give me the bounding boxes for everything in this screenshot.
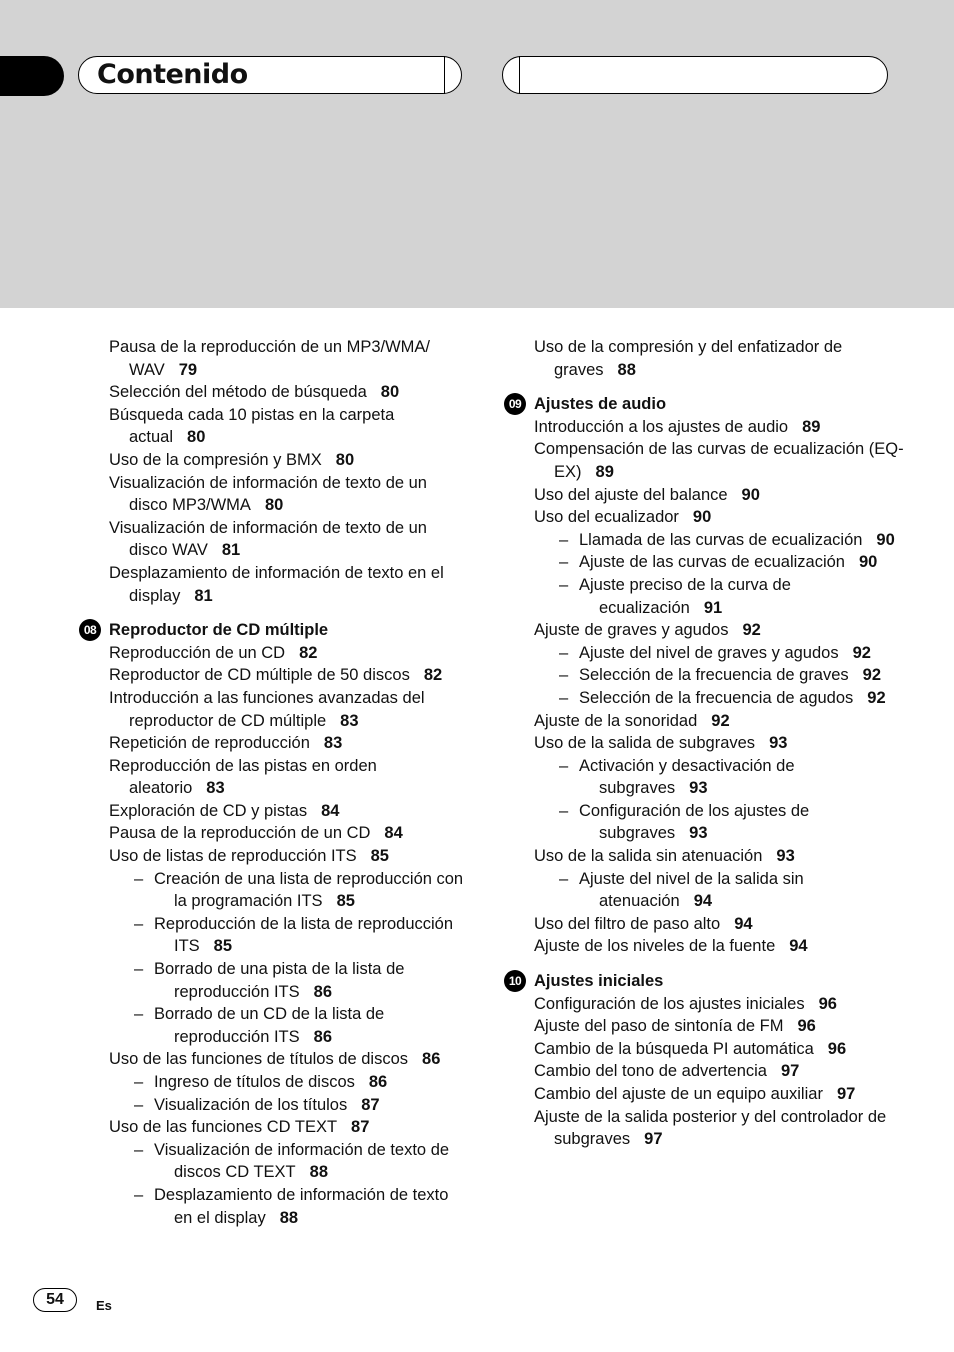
entry-text: Configuración de los ajustes de subgraves	[579, 801, 810, 843]
section-08-heading[interactable]	[83, 619, 469, 642]
entry-page-number: 94	[693, 892, 713, 911]
titles-entry	[109, 1048, 469, 1071]
entry-text: Uso de la compresión y BMX	[109, 450, 322, 469]
entry-page-number: 88	[309, 1163, 328, 1182]
entry-page-number: 88	[617, 360, 636, 379]
entry-text: Visualización de información de texto de un disco MP3/WMA	[109, 473, 427, 515]
dash-marker: –	[134, 960, 144, 979]
entry-page-number: 91	[703, 598, 723, 617]
toc-entry[interactable]	[534, 1015, 904, 1038]
entry-text: Repetición de reproducción	[109, 734, 310, 753]
entry-text: Cambio del ajuste de un equipo auxiliar	[534, 1085, 823, 1103]
entry-page-number: 84	[321, 801, 340, 820]
entry-text: Desplazamiento de información de texto en el display	[109, 563, 444, 605]
toc-entry[interactable]	[109, 845, 469, 868]
entry-page-number: 92	[862, 666, 882, 685]
its-subentries	[109, 868, 469, 1049]
dash-marker: –	[559, 553, 569, 572]
bass-entry	[534, 619, 904, 642]
entry-page-number: 97	[836, 1085, 856, 1103]
toc-subentry[interactable]	[534, 687, 904, 710]
page-number: 54	[33, 1288, 77, 1312]
entry-page-number: 86	[368, 1073, 388, 1091]
right-header-box	[502, 56, 888, 94]
entry-text: Cambio del tono de advertencia	[534, 1062, 767, 1081]
entry-text: Uso del filtro de paso alto	[534, 914, 721, 933]
entry-text: Uso de las funciones CD TEXT	[109, 1118, 338, 1137]
toc-entry[interactable]	[534, 484, 904, 507]
nonfade-entry	[534, 845, 904, 868]
left-entries-a	[109, 336, 469, 607]
entry-page-number: 96	[827, 1039, 847, 1058]
entry-page-number: 90	[876, 530, 895, 549]
entry-text: Ajuste de la salida posterior y del controlador de subgraves	[534, 1107, 887, 1149]
title-box-divider	[444, 56, 445, 94]
entry-text: Cambio de la búsqueda PI automática	[534, 1039, 814, 1058]
entry-text: Ajuste de las curvas de ecualización	[579, 553, 845, 572]
entry-text: Introducción a las funciones avanzadas del reproductor de CD múltiple	[109, 688, 425, 730]
section-09-entries-c	[534, 913, 904, 958]
titles-subentries	[109, 1071, 469, 1116]
toc-subentry[interactable]	[534, 755, 904, 800]
entry-text: Compensación de las curvas de ecualización (EQ-EX)	[534, 440, 904, 481]
entry-text: Uso de la salida de subgraves	[534, 734, 756, 753]
entry-text: Ajuste de graves y agudos	[534, 621, 729, 640]
cdtext-entry	[109, 1116, 469, 1139]
dash-marker: –	[559, 666, 569, 685]
page-title: Contenido	[97, 59, 248, 90]
entry-page-number: 88	[279, 1208, 299, 1227]
toc-entry[interactable]	[534, 336, 904, 381]
entry-text: Selección del método de búsqueda	[109, 383, 367, 402]
eq-subentries	[534, 529, 904, 619]
section-number-badge: 10	[504, 970, 526, 992]
entry-text: Ingreso de títulos de discos	[154, 1073, 355, 1091]
entry-page-number: 96	[818, 994, 837, 1013]
entry-text: Pausa de la reproducción de un CD	[109, 824, 371, 843]
entry-text: Visualización de información de texto de discos CD TEXT	[154, 1140, 450, 1182]
entry-text: Búsqueda cada 10 pistas en la carpeta actual	[109, 405, 395, 447]
language-code: Es	[96, 1298, 112, 1313]
toc-entry[interactable]	[534, 1083, 904, 1106]
entry-page-number: 82	[299, 643, 318, 662]
entry-page-number: 93	[689, 824, 708, 843]
entry-page-number: 92	[867, 688, 886, 707]
toc-entry[interactable]	[534, 416, 904, 439]
right-box-divider	[519, 56, 520, 94]
entry-page-number: 86	[313, 1027, 333, 1046]
nonfade-subentries	[534, 868, 904, 913]
entry-text: Reproducción de las pistas en orden aleatorio	[109, 756, 377, 798]
entry-page-number: 80	[380, 383, 400, 402]
entry-page-number: 80	[335, 450, 355, 469]
title-box	[78, 56, 462, 94]
toc-entry[interactable]	[109, 336, 469, 381]
dash-marker: –	[559, 575, 569, 594]
section-10-entries	[534, 993, 904, 1151]
entry-text: Reproductor de CD múltiple de 50 discos	[109, 666, 410, 685]
entry-text: Uso del ecualizador	[534, 508, 679, 527]
entry-page-number: 85	[213, 937, 233, 956]
toc-entry[interactable]	[534, 1060, 904, 1083]
entry-text: Visualización de información de texto de un disco WAV	[109, 518, 427, 560]
dash-marker: –	[134, 1140, 144, 1159]
entry-page-number: 89	[595, 462, 614, 481]
entry-text: Reproducción de la lista de reproducción ITS	[154, 914, 454, 956]
dash-marker: –	[134, 1095, 144, 1114]
entry-page-number: 93	[776, 847, 795, 866]
entry-page-number: 81	[194, 586, 213, 605]
dash-marker: –	[559, 869, 569, 888]
entry-text: Pausa de la reproducción de un MP3/WMA/ WAV	[109, 338, 431, 379]
entry-page-number: 97	[644, 1130, 663, 1149]
entry-text: Selección de la frecuencia de graves	[579, 666, 849, 685]
section-title: Reproductor de CD múltiple	[109, 621, 329, 640]
toc-entry[interactable]	[109, 472, 469, 517]
section-08-entries	[109, 642, 469, 868]
dash-marker: –	[559, 688, 569, 707]
toc-entry[interactable]	[534, 506, 904, 529]
toc-subentry[interactable]	[109, 1003, 469, 1048]
toc-entry[interactable]	[534, 993, 904, 1016]
entry-text: Ajuste del nivel de la salida sin atenuación	[579, 869, 804, 911]
dash-marker: –	[559, 643, 569, 662]
entry-page-number: 96	[797, 1017, 816, 1036]
left-column	[83, 336, 469, 1229]
entry-page-number: 93	[769, 734, 788, 753]
dash-marker: –	[559, 756, 569, 775]
entry-text: Uso de listas de reproducción ITS	[109, 847, 357, 866]
entry-text: Ajuste del paso de sintonía de FM	[534, 1017, 784, 1036]
toc-subentry[interactable]	[109, 1094, 469, 1117]
toc-subentry[interactable]	[109, 958, 469, 1003]
toc-entry[interactable]	[109, 642, 469, 665]
entry-page-number: 85	[336, 892, 355, 911]
entry-text: Creación de una lista de reproducción con la programación ITS	[154, 869, 464, 911]
entry-page-number: 83	[206, 779, 225, 798]
toc-entry[interactable]	[109, 822, 469, 845]
entry-page-number: 86	[422, 1050, 441, 1069]
section-09-entries-a	[534, 416, 904, 529]
toc-entry[interactable]	[109, 732, 469, 755]
header-band	[0, 0, 954, 308]
entry-page-number: 82	[423, 666, 443, 685]
toc-subentry[interactable]	[534, 642, 904, 665]
toc-entry[interactable]	[109, 755, 469, 800]
toc-entry[interactable]	[534, 1038, 904, 1061]
toc-entry[interactable]	[109, 381, 469, 404]
dash-marker: –	[134, 1005, 144, 1024]
section-09-heading[interactable]	[508, 393, 904, 416]
entry-text: Uso de las funciones de títulos de discos	[109, 1050, 409, 1069]
toc-subentry[interactable]	[534, 800, 904, 845]
entry-text: Reproducción de un CD	[109, 643, 286, 662]
subwoofer-subentries	[534, 755, 904, 845]
toc-subentry[interactable]	[109, 1071, 469, 1094]
entry-page-number: 80	[264, 496, 284, 515]
entry-page-number: 80	[187, 428, 206, 447]
entry-text: Ajuste del nivel de graves y agudos	[579, 643, 839, 662]
toc-entry[interactable]	[109, 1116, 469, 1139]
entry-text: Uso de la compresión y del enfatizador de graves	[534, 338, 843, 379]
entry-text: Desplazamiento de información de texto en el display	[154, 1185, 449, 1227]
entry-page-number: 90	[692, 508, 712, 527]
bass-subentries	[534, 642, 904, 710]
section-title: Ajustes de audio	[534, 395, 667, 414]
right-column	[508, 336, 904, 1151]
toc-entry[interactable]	[109, 562, 469, 607]
section-number-badge: 09	[504, 393, 526, 415]
entry-page-number: 94	[734, 914, 753, 933]
entry-page-number: 90	[741, 485, 760, 504]
entry-page-number: 81	[221, 541, 241, 560]
entry-page-number: 92	[742, 621, 761, 640]
toc-entry[interactable]	[534, 438, 904, 483]
entry-text: Exploración de CD y pistas	[109, 801, 308, 820]
toc-subentry[interactable]	[534, 551, 904, 574]
toc-subentry[interactable]	[109, 1184, 469, 1229]
toc-subentry[interactable]	[534, 529, 904, 552]
entry-text: Ajuste preciso de la curva de ecualización	[579, 575, 791, 617]
entry-text: Borrado de una pista de la lista de reproducción ITS	[154, 960, 405, 1001]
dash-marker: –	[134, 914, 144, 933]
toc-entry[interactable]	[534, 913, 904, 936]
entry-page-number: 84	[384, 824, 403, 843]
toc-entry[interactable]	[534, 732, 904, 755]
dash-marker: –	[134, 1073, 144, 1091]
entry-text: Visualización de los títulos	[154, 1095, 348, 1114]
entry-page-number: 92	[711, 711, 730, 730]
section-tab-marker	[0, 56, 64, 96]
dash-marker: –	[134, 869, 144, 888]
toc-entry[interactable]	[109, 449, 469, 472]
entry-text: Configuración de los ajustes iniciales	[534, 994, 805, 1013]
entry-text: Llamada de las curvas de ecualización	[579, 530, 863, 549]
entry-page-number: 79	[178, 360, 198, 379]
toc-subentry[interactable]	[109, 868, 469, 913]
section-number-badge: 08	[79, 619, 101, 641]
toc-entry[interactable]	[109, 1048, 469, 1071]
entry-text: Uso de la salida sin atenuación	[534, 847, 763, 866]
entry-page-number: 97	[780, 1062, 800, 1081]
section-09-entries-b	[534, 710, 904, 755]
section-title: Ajustes iniciales	[534, 972, 664, 991]
entry-page-number: 86	[313, 982, 333, 1001]
entry-text: Selección de la frecuencia de agudos	[579, 688, 854, 707]
toc-subentry[interactable]	[534, 664, 904, 687]
toc-subentry[interactable]	[534, 574, 904, 619]
entry-page-number: 90	[858, 553, 878, 572]
entry-text: Introducción a los ajustes de audio	[534, 417, 789, 436]
toc-entry[interactable]	[109, 517, 469, 562]
toc-entry[interactable]	[109, 687, 469, 732]
entry-page-number: 87	[361, 1095, 380, 1114]
toc-entry[interactable]	[109, 664, 469, 687]
toc-entry[interactable]	[109, 404, 469, 449]
toc-entry[interactable]	[534, 935, 904, 958]
entry-page-number: 83	[323, 734, 343, 753]
toc-subentry[interactable]	[534, 868, 904, 913]
entry-page-number: 83	[340, 711, 359, 730]
entry-page-number: 85	[370, 847, 389, 866]
toc-subentry[interactable]	[109, 913, 469, 958]
dash-marker: –	[559, 530, 569, 549]
right-entries-a	[534, 336, 904, 381]
toc-entry[interactable]	[534, 710, 904, 733]
entry-page-number: 93	[689, 779, 708, 798]
entry-page-number: 92	[852, 643, 871, 662]
toc-entry[interactable]	[534, 845, 904, 868]
entry-page-number: 94	[789, 937, 808, 956]
cdtext-subentries	[109, 1139, 469, 1229]
dash-marker: –	[134, 1185, 144, 1204]
toc-entry[interactable]	[109, 800, 469, 823]
toc-subentry[interactable]	[109, 1139, 469, 1184]
dash-marker: –	[559, 801, 569, 820]
entry-text: Uso del ajuste del balance	[534, 485, 728, 504]
entry-text: Borrado de un CD de la lista de reproducción ITS	[154, 1005, 385, 1046]
toc-entry[interactable]	[534, 1106, 904, 1151]
entry-page-number: 89	[802, 417, 821, 436]
entry-text: Activación y desactivación de subgraves	[579, 756, 795, 798]
section-10-heading[interactable]	[508, 970, 904, 993]
toc-entry[interactable]	[534, 619, 904, 642]
entry-text: Ajuste de la sonoridad	[534, 711, 698, 730]
entry-text: Ajuste de los niveles de la fuente	[534, 937, 776, 956]
entry-page-number: 87	[351, 1118, 370, 1137]
